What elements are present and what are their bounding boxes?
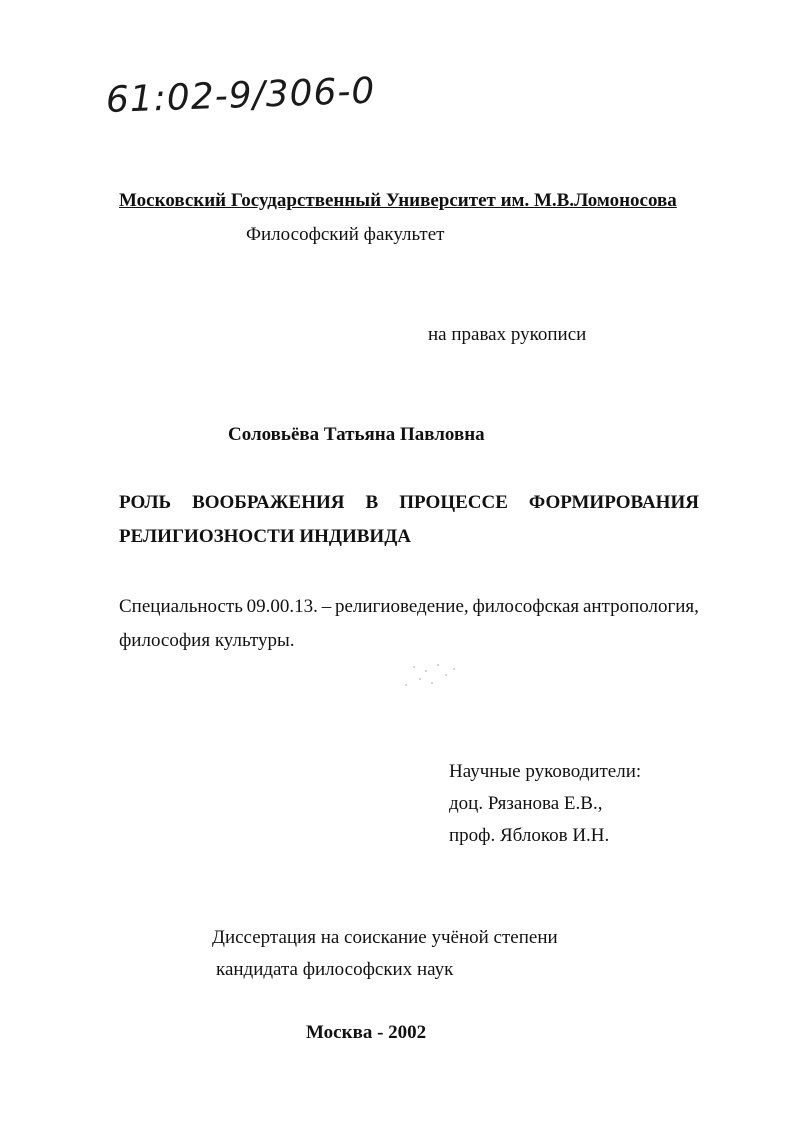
scan-speckle	[395, 660, 465, 690]
title-line-1	[119, 486, 699, 520]
title-word: В	[365, 492, 379, 513]
specialty-word: антропология,	[582, 596, 699, 617]
author-name: Соловьёва Татьяна Павловна	[228, 424, 485, 445]
manuscript-status: на правах рукописи	[428, 324, 587, 345]
advisors-block	[449, 756, 641, 852]
specialty-word: Специальность	[119, 596, 243, 617]
faculty-name: Философский факультет	[246, 224, 445, 245]
specialty-word: философская	[472, 596, 580, 617]
specialty-line-2: философия культуры.	[119, 630, 295, 651]
degree-line-1: Диссертация на соискание учёной степени	[212, 927, 558, 948]
specialty-word: –	[321, 596, 332, 617]
specialty-word: религиоведение,	[334, 596, 469, 617]
title-line-2: РЕЛИГИОЗНОСТИ ИНДИВИДА	[119, 526, 412, 547]
advisor-2: проф. Яблоков И.Н.	[449, 825, 610, 846]
advisor-1: доц. Рязанова Е.В.,	[449, 793, 603, 814]
specialty-word: 09.00.13.	[246, 596, 318, 617]
degree-line-2: кандидата философских наук	[216, 959, 454, 980]
university-name: Московский Государственный Университет им. М.В.Ломоносова	[119, 190, 677, 211]
city-year: Москва - 2002	[306, 1022, 427, 1043]
dissertation-degree	[212, 922, 558, 986]
dissertation-title	[119, 486, 699, 554]
title-word: ПРОЦЕССЕ	[399, 492, 508, 513]
title-word: ВООБРАЖЕНИЯ	[192, 492, 345, 513]
archive-code-handwritten: 61:02-9/306-0	[105, 70, 376, 121]
title-word: ФОРМИРОВАНИЯ	[528, 492, 699, 513]
specialty	[119, 590, 699, 658]
advisors-heading: Научные руководители:	[449, 761, 642, 782]
title-word: РОЛЬ	[119, 492, 172, 513]
specialty-line-1	[119, 590, 699, 624]
